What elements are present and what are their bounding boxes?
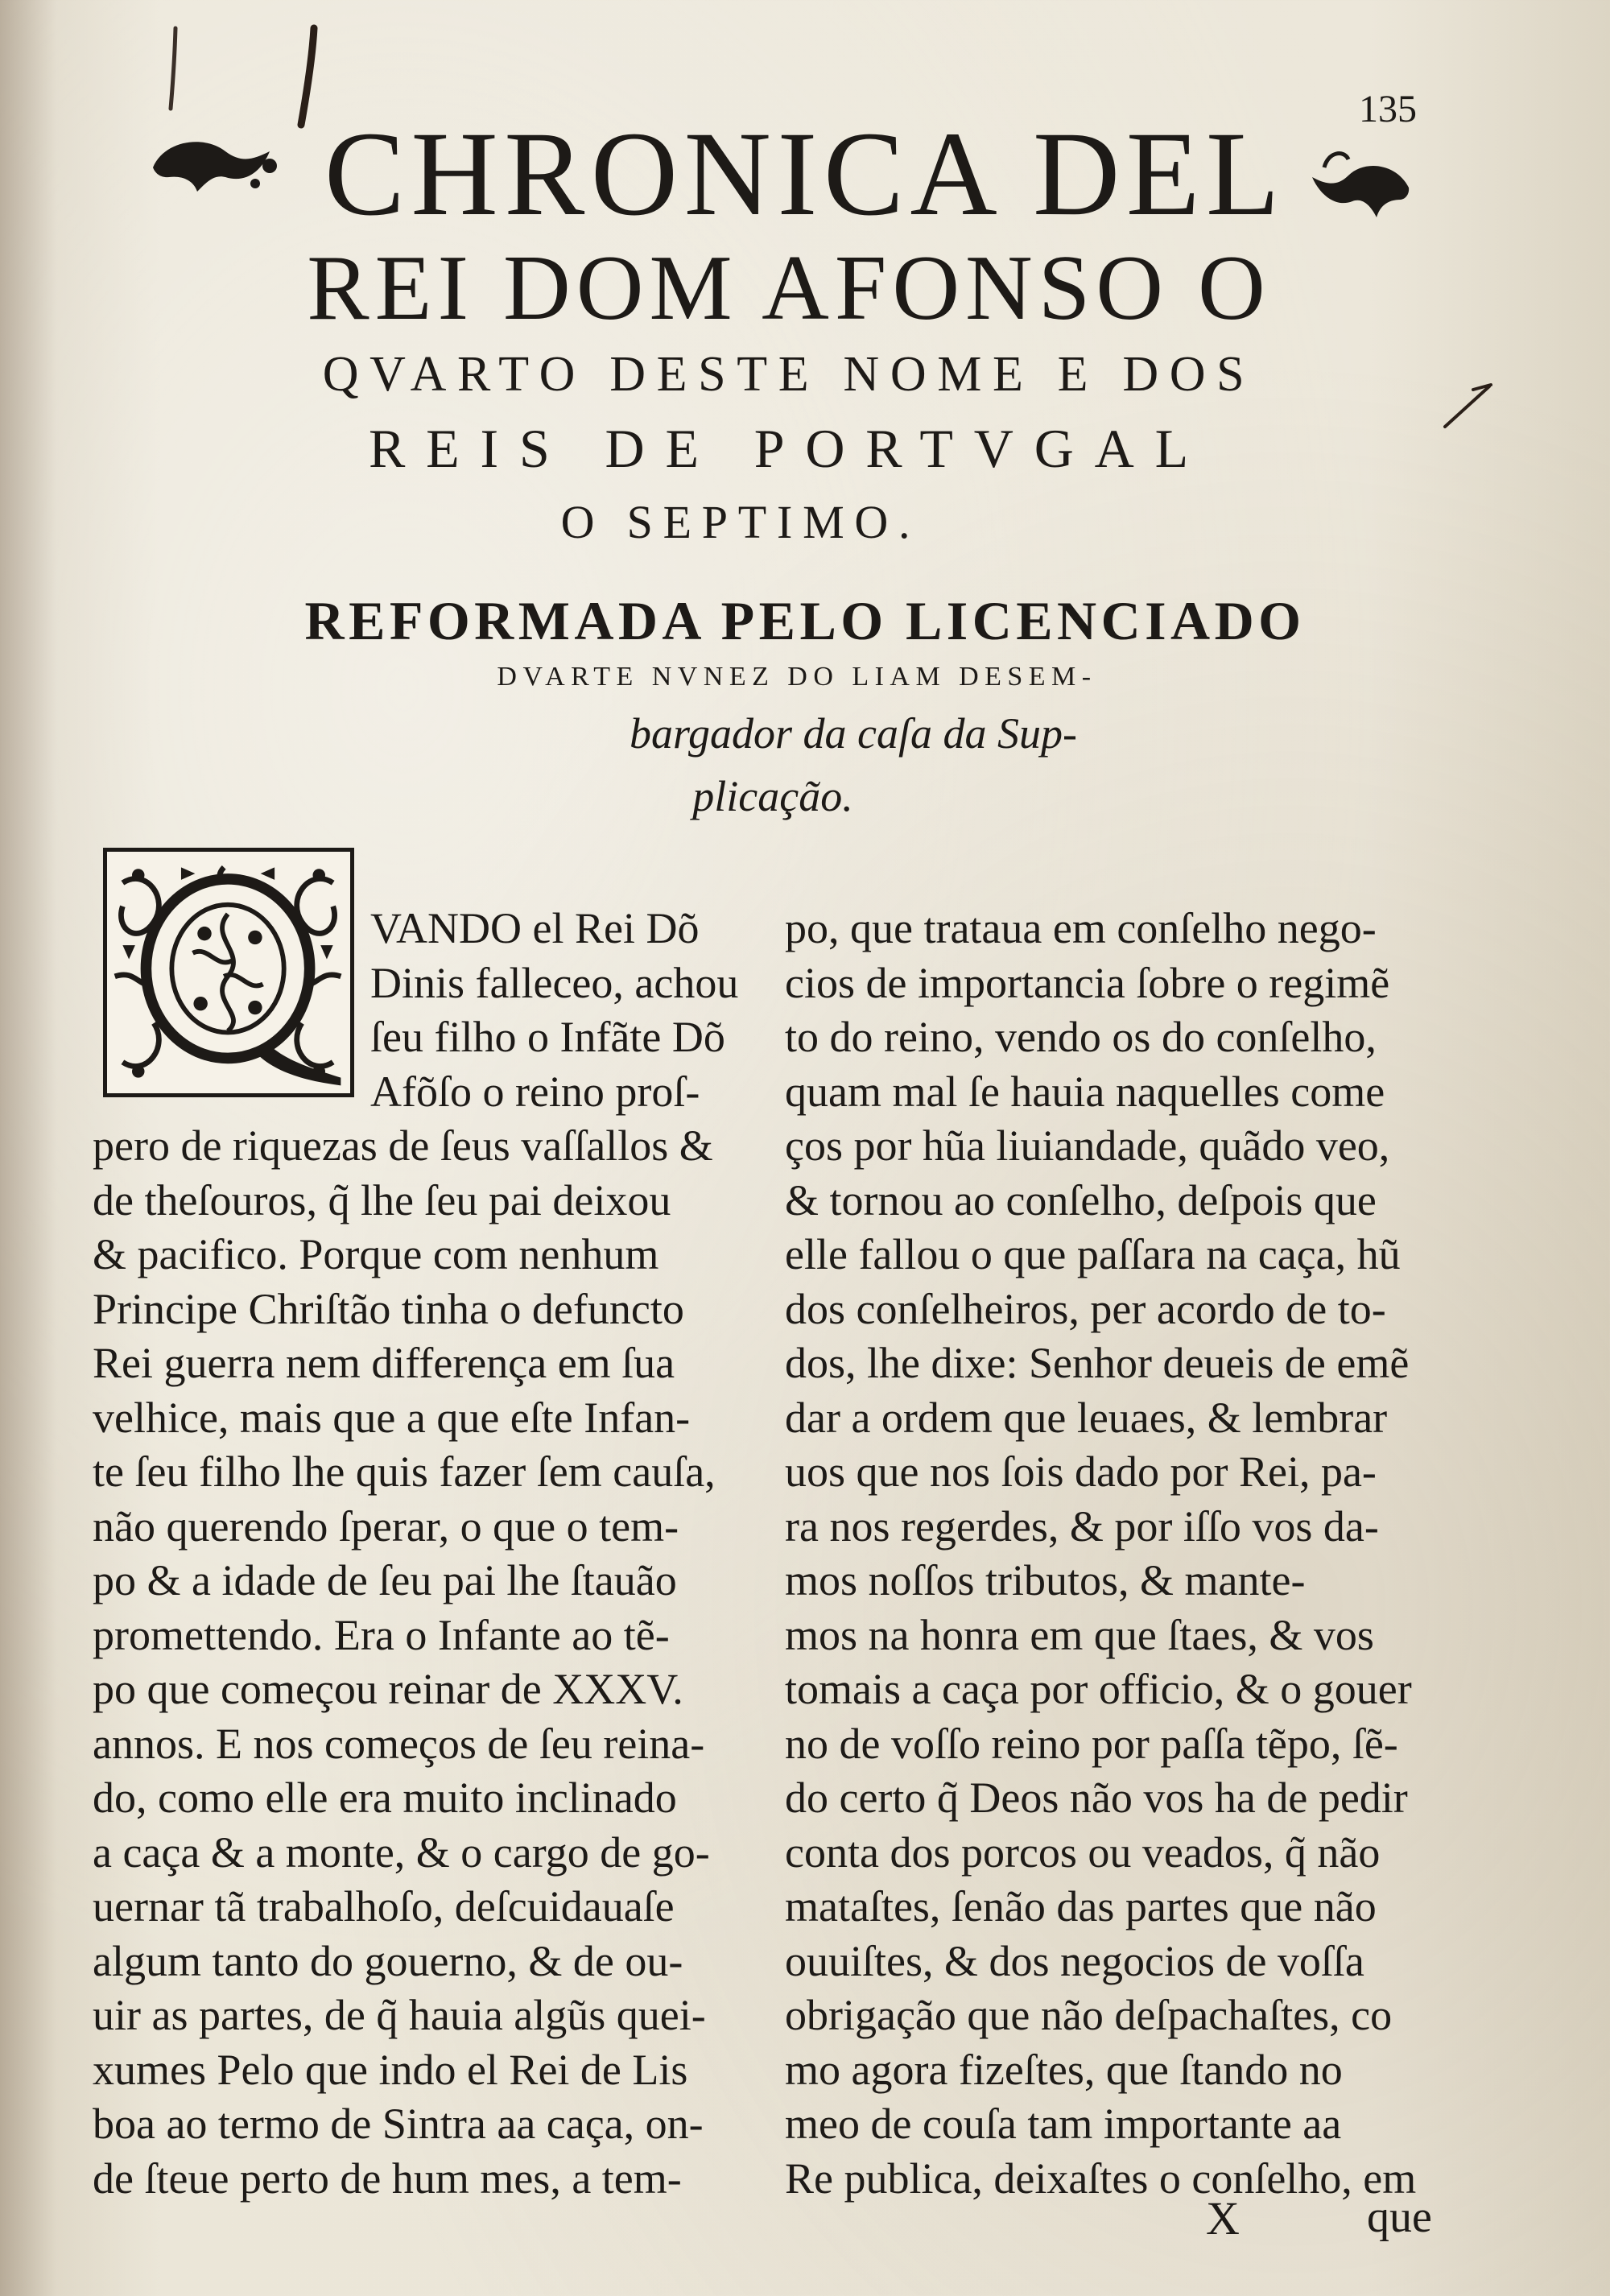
signature-mark: X bbox=[1206, 2192, 1240, 2244]
title-line-4: REIS DE PORTVGAL bbox=[368, 418, 1210, 479]
text-line: annos. E nos começos de ſeu reina- bbox=[93, 1719, 705, 1768]
text-line: uos que nos ſois dado por Rei, pa- bbox=[785, 1447, 1377, 1496]
text-line: mos noſſos tributos, & mante- bbox=[785, 1556, 1306, 1604]
text-line: ſeu filho o Infãte Dõ bbox=[370, 1013, 725, 1061]
author-line-cont-2: plicação. bbox=[692, 772, 853, 820]
folio-number: 135 bbox=[1359, 88, 1417, 130]
text-line: dos, lhe dixe: Senhor deueis de emẽ bbox=[785, 1339, 1410, 1387]
text-line: ouuiſtes, & dos negocios de voſſa bbox=[785, 1936, 1364, 1985]
author-line-cont-1: bargador da caſa da Sup- bbox=[630, 709, 1077, 758]
text-line: Rei guerra nem differença em ſua bbox=[93, 1339, 675, 1387]
text-line: xumes Pelo que indo el Rei de Lis bbox=[93, 2045, 688, 2094]
text-line: conta dos porcos ou veados, q̃ não bbox=[785, 1827, 1381, 1877]
text-line: uir as partes, de q̃ hauia algũs quei- bbox=[93, 1991, 706, 2039]
catchword: que bbox=[1367, 2192, 1432, 2242]
text-line: uernar tã trabalhoſo, deſcuidauaſe bbox=[93, 1882, 675, 1931]
text-line: & tornou ao conſelho, deſpois que bbox=[785, 1175, 1377, 1224]
text-line: a caça & a monte, & o cargo de go- bbox=[93, 1827, 710, 1877]
text-line: VANDO el Rei Dõ bbox=[370, 904, 700, 952]
text-line: velhice, mais que a que eſte Infan- bbox=[93, 1393, 691, 1442]
text-line: tomais a caça por officio, & o gouer bbox=[785, 1665, 1412, 1713]
text-line: obrigação que não deſpachaſtes, co bbox=[785, 1991, 1393, 2039]
text-line: dos conſelheiros, per acordo de to- bbox=[785, 1284, 1386, 1333]
title-line-1: CHRONICA DEL bbox=[324, 107, 1286, 241]
text-line: no de voſſo reino por paſſa tẽpo, ſẽ- bbox=[785, 1719, 1398, 1768]
text-line: Afõſo o reino proſ- bbox=[370, 1067, 700, 1116]
reformed-by-line: REFORMADA PELO LICENCIADO bbox=[304, 590, 1306, 651]
text-line: elle fallou o que paſſara na caça, hũ bbox=[785, 1230, 1401, 1278]
text-line: Dinis falleceo, achou bbox=[370, 958, 739, 1007]
title-line-2: REI DOM AFONSO O bbox=[307, 237, 1271, 340]
title-line-5: O SEPTIMO. bbox=[560, 496, 921, 548]
text-line: po que começou reinar de XXXV. bbox=[93, 1665, 683, 1713]
text-line: mo agora fizeſtes, que ſtando no bbox=[785, 2045, 1343, 2094]
text-line: do certo q̃ Deos não vos ha de pedir bbox=[785, 1774, 1408, 1822]
text-line: mataſtes, ſenão das partes que não bbox=[785, 1882, 1377, 1931]
text-line: to do reino, vendo os do conſelho, bbox=[785, 1013, 1377, 1061]
text-line: de ſteue perto de hum mes, a tem- bbox=[93, 2154, 682, 2203]
text-line: do, como elle era muito inclinado bbox=[93, 1774, 677, 1822]
text-line: de theſouros, q̃ lhe ſeu pai deixou bbox=[93, 1175, 671, 1224]
text-line: Re publica, deixaſtes o conſelho, em bbox=[785, 2154, 1417, 2203]
ink-stroke-mark-small bbox=[161, 24, 185, 113]
title-line-3: QVARTO DESTE NOME E DOS bbox=[322, 347, 1256, 402]
text-line: po & a idade de ſeu pai lhe ſtauão bbox=[93, 1556, 677, 1604]
text-line: promettendo. Era o Infante ao tẽ- bbox=[93, 1610, 670, 1659]
text-line: dar a ordem que leuaes, & lembrar bbox=[785, 1393, 1388, 1442]
text-line: ços por hũa liuiandade, quãdo veo, bbox=[785, 1121, 1390, 1170]
page-gutter-shadow bbox=[0, 0, 56, 2296]
author-line: DVARTE NVNEZ DO LIAM DESEM- bbox=[497, 662, 1097, 692]
text-line: algum tanto do gouerno, & de ou- bbox=[93, 1936, 683, 1985]
text-line: mos na honra em que ſtaes, & vos bbox=[785, 1610, 1374, 1659]
text-line: não querendo ſperar, o que o tem- bbox=[93, 1501, 679, 1551]
text-line: cios de importancia ſobre o regimẽ bbox=[785, 958, 1390, 1007]
text-line: ra nos regerdes, & por iſſo vos da- bbox=[785, 1501, 1379, 1551]
text-line: pero de riquezas de ſeus vaſſallos & bbox=[93, 1121, 713, 1170]
text-column-left bbox=[93, 902, 737, 2206]
text-line: Principe Chriſtão tinha o defuncto bbox=[93, 1284, 684, 1333]
text-line: po, que trataua em conſelho nego- bbox=[785, 904, 1377, 952]
text-line: & pacifico. Porque com nenhum bbox=[93, 1230, 659, 1278]
text-line: boa ao termo de Sintra aa caça, on- bbox=[93, 2100, 704, 2148]
text-line: meo de couſa tam importante aa bbox=[785, 2100, 1342, 2148]
text-line: te ſeu filho lhe quis fazer ſem cauſa, bbox=[93, 1447, 716, 1496]
text-column-right bbox=[785, 902, 1445, 2206]
text-line: quam mal ſe hauia naquelles come bbox=[785, 1067, 1385, 1116]
